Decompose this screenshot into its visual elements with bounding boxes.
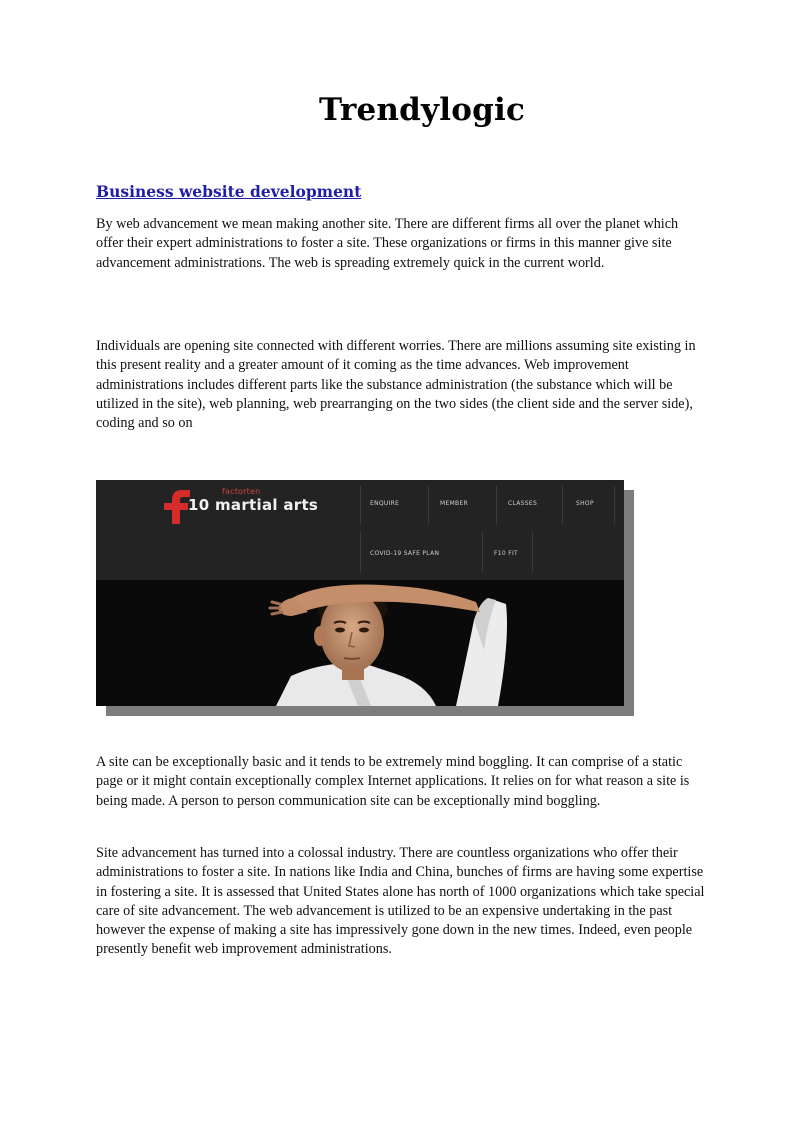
- screenshot-header: [96, 480, 624, 580]
- paragraph-3: A site can be exceptionally basic and it tends to be extremely mind boggling. It can comprise of a static page or it might contain exceptionally complex Internet applications. It relies on for what reason a site is being made. A person to person communication site can be exceptionally mind boggling.: [96, 754, 690, 809]
- nav-divider: [360, 486, 361, 524]
- nav-divider: [482, 532, 483, 572]
- nav-divider: [532, 532, 533, 572]
- f10-logo-icon: [158, 486, 192, 524]
- website-screenshot-image: [96, 480, 624, 706]
- martial-artist-photo: [96, 580, 624, 706]
- nav-classes: CLASSES: [508, 500, 538, 507]
- nav-divider: [614, 486, 615, 524]
- nav-divider: [562, 486, 563, 524]
- nav-divider: [428, 486, 429, 524]
- paragraph-1: By web advancement we mean making another site. There are different firms all over the planet which offer their expert administrations to foster a site. These organizations or firms in this manner give site advancement administrations. The web is spreading extremely quick in the current world.: [96, 216, 679, 271]
- paragraph-2: Individuals are opening site connected with different worries. There are millions assuming site existing in this present reality and a greater amount of it coming as the time advances. Web improvement administrations includes different parts like the substance administration (the substance which will be utilized in the site), web planning, web prearranging on the two sides (the client side and the server side), coding and so on: [96, 338, 696, 432]
- nav-divider: [496, 486, 497, 524]
- nav-shop: SHOP: [576, 500, 594, 507]
- document-title: Trendylogic: [318, 92, 526, 128]
- logo-small-text: factorten: [222, 487, 261, 496]
- paragraph-4: Site advancement has turned into a colossal industry. There are countless organizations who offer their administrations to foster a site. In nations like India and China, bunches of firms are having some expertise in fostering a site. It is assessed that United States alone has north of 1000 organizations which take special care of site advancement. The web advancement is utilized to be an expensive undertaking in the past however the expense of making a site has impressively gone down in the new times. Indeed, even people presently benefit web improvement administrations.: [96, 845, 705, 958]
- logo-main-text: 10 martial arts: [188, 496, 319, 514]
- martial-artist-illustration: [96, 580, 624, 706]
- nav-f10-fit: F10 FIT: [494, 550, 518, 557]
- nav-enquire: ENQUIRE: [370, 500, 400, 507]
- nav-divider: [360, 532, 361, 572]
- nav-member: MEMBER: [440, 500, 469, 507]
- image-frame: [96, 480, 624, 706]
- nav-covid-plan: COVID-19 SAFE PLAN: [370, 550, 440, 557]
- business-website-development-link[interactable]: Business website development: [96, 182, 362, 201]
